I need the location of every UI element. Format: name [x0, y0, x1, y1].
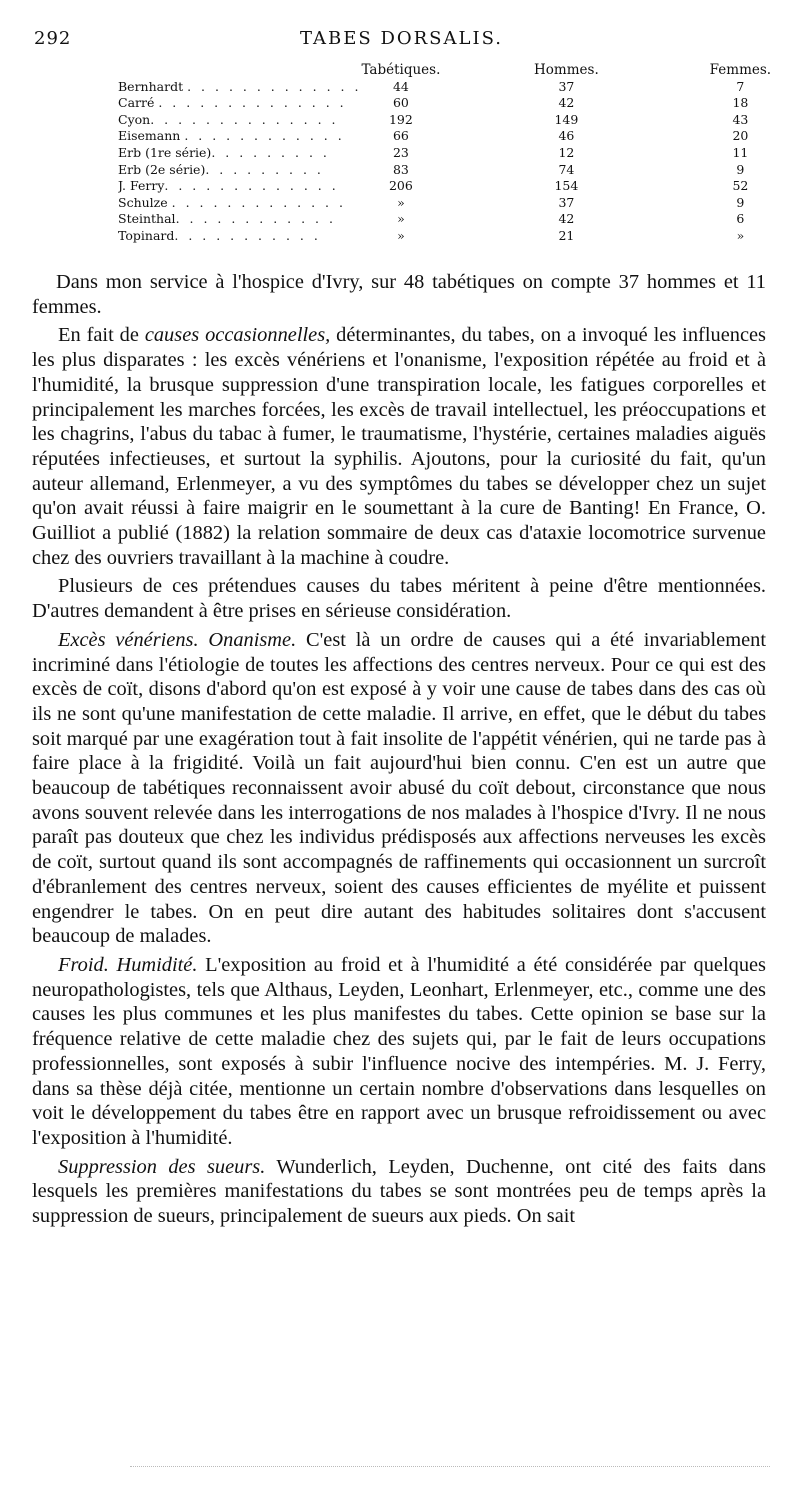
- author-name: J. Ferry: [118, 178, 165, 194]
- author-name: Topinard: [118, 227, 175, 243]
- paragraph-text: Wunderlich, Leyden, Duchenne, ont cité des faits dans lesquels les premières manifestations du tabes se sont montrées peu de temps après la suppression de sueurs, principalement de sueurs aux pieds. On sait: [32, 1155, 766, 1228]
- table-header-row: [118, 62, 788, 79]
- author-cell: Erb (2e série). . . . . . . . .: [118, 161, 324, 177]
- author-cell: Schulze . . . . . . . . . . . . .: [118, 194, 346, 210]
- paragraph-pretended-causes: Plusieurs de ces prétendues causes du tabes méritent à peine d'être mentionnées. D'autres demandent à être prises en sérieuse considération.: [32, 575, 766, 623]
- paragraph-ivry-statistics: Dans mon service à l'hospice d'Ivry, sur 48 tabétiques on compte 37 hommes et 11 femmes.: [32, 271, 766, 318]
- paragraph-text: C'est là un ordre de causes qui a été invariablement incriminé dans l'étiologie de toutes les affections des centres nerveux. Pour ce qui est des excès de coït, disons d'abord qu'on est exposé à y voir une cause de tabes dans des cas où ils ne sont qu'une manifestation de cette maladie. Il arrive, en effet, que le début du tabes soit marqué par une exagération tout à fait insolite de l'appétit vénérien, qui ne tarde pas à faire place à la frigidité. Voilà un fait aujourd'hui bien connu. C'en est un autre que beaucoup de tabétiques reconnaissent avoir abusé du coït debout, circonstance que nous avons souvent relevée dans les interrogations de nos malades à l'hospice d'Ivry. Il ne nous paraît pas douteux que chez les individus prédisposés aux affections nerveuses les excès de coït, surtout quand ils sont accompagnés de raffinements qui occasionnent un surcroît d'ébranlement des centres nerveux, soient des causes efficientes de myélite et puissent engendrer le tabes. On en peut dire autant des habitudes solitaires dont s'accusent beaucoup de malades.: [32, 628, 766, 948]
- paragraph-venereal-excess: [32, 628, 766, 949]
- author-cell: Topinard. . . . . . . . . . .: [118, 227, 321, 243]
- hommes-cell: 74: [558, 161, 575, 177]
- femmes-cell: 20: [732, 128, 749, 144]
- section-heading-italic: Suppression des sueurs.: [58, 1155, 266, 1178]
- author-cell: Bernhardt . . . . . . . . . . . . .: [118, 78, 362, 94]
- author-name: Carré: [118, 95, 155, 111]
- tabetiques-cell: »: [397, 211, 405, 227]
- body-text: [32, 270, 766, 1229]
- hommes-cell: 46: [558, 128, 575, 144]
- paragraph-text: déterminantes, du tabes, on a invoqué les influences les plus disparates : les excès vénériens et l'onanisme, l'exposition répétée au froid et à l'humidité, la brusque suppression d'une transpiration locale, les fatigues corporelles et principalement les marches forcées, les excès de travail intellectuel, les préoccupations et les chagrins, l'abus du tabac à fumer, le traumatisme, l'hystérie, certaines maladies aiguës réputées infectieuses, et surtout la syphilis. Ajoutons, pour la curiosité du fait, qu'un auteur allemand, Erlenmeyer, a vu des symptômes du tabes se développer chez un sujet qu'on avait réussi à faire maigrir en le soumettant à la cure de Banting! En France, O. Guilliot a publié (1882) la relation sommaire de deux cas d'ataxie locomotrice survenue chez des ouvriers travaillant à la machine à coudre.: [32, 324, 766, 569]
- author-name: Cyon: [118, 111, 151, 127]
- paragraph-cold-humidity: [32, 953, 766, 1151]
- author-name: Eisemann: [118, 128, 181, 144]
- author-cell: Eisemann . . . . . . . . . . . .: [118, 128, 345, 144]
- paragraph-occasional-causes: [32, 323, 766, 570]
- table-row: [118, 178, 788, 195]
- table-row: [118, 211, 788, 228]
- hommes-cell: 42: [558, 95, 575, 111]
- author-name: Steinthal: [118, 211, 176, 227]
- tabetiques-cell: 60: [392, 95, 409, 111]
- column-header-hommes: Hommes.: [534, 62, 599, 78]
- table-row: [118, 228, 788, 245]
- hommes-cell: 12: [558, 144, 575, 160]
- paragraph-text: En fait de: [58, 324, 145, 347]
- hommes-cell: 154: [554, 178, 579, 194]
- table-row: [118, 195, 788, 212]
- hommes-cell: 37: [558, 194, 575, 210]
- tabetiques-cell: 83: [392, 161, 409, 177]
- author-cell: Erb (1re série). . . . . . . . .: [118, 144, 330, 160]
- femmes-cell: 9: [736, 194, 745, 210]
- femmes-cell: 43: [732, 111, 749, 127]
- author-name: Bernhardt: [118, 78, 184, 94]
- tabetiques-cell: 44: [392, 78, 409, 94]
- tabetiques-cell: 192: [388, 111, 413, 127]
- tabetiques-cell: 23: [392, 144, 409, 160]
- author-cell: J. Ferry. . . . . . . . . . . . .: [118, 178, 339, 194]
- hommes-cell: 42: [558, 211, 575, 227]
- paragraph-text: L'exposition au froid et à l'humidité a été considérée par quelques neuropathologistes, tels que Althaus, Leyden, Leonhart, Erlenmeyer, etc., comme une des causes les plus communes et les plus manifestes du tabes. Cette opinion se base sur la fréquence relative de cette maladie chez des sujets qui, par le fait de leurs occupations professionnelles, sont exposés à subir l'influence nocive des intempéries. M. J. Ferry, dans sa thèse déjà citée, mentionne un certain nombre d'observations dans lesquelles on voit le développement du tabes être en rapport avec un brusque refroidissement ou avec l'exposition à l'humidité.: [32, 953, 766, 1149]
- running-title: TABES DORSALIS.: [300, 28, 503, 49]
- author-cell: Steinthal. . . . . . . . . . . .: [118, 211, 336, 227]
- section-heading-italic: Froid. Humidité.: [58, 953, 198, 976]
- table-row: [118, 162, 788, 179]
- table-row: [118, 112, 788, 129]
- author-cell: Cyon. . . . . . . . . . . . . .: [118, 111, 339, 127]
- author-name: Erb (1re série): [118, 144, 212, 160]
- column-header-tabetiques: Tabétiques.: [361, 62, 441, 78]
- section-heading-italic: Excès vénériens. Onanisme.: [58, 628, 297, 651]
- column-header-femmes: Femmes.: [709, 62, 772, 78]
- author-name: Erb (2e série): [118, 161, 206, 177]
- author-cell: Carré . . . . . . . . . . . . . .: [118, 95, 347, 111]
- femmes-cell: 9: [736, 161, 745, 177]
- femmes-cell: »: [736, 227, 745, 243]
- femmes-cell: 52: [732, 178, 749, 194]
- statistics-table: [118, 62, 788, 245]
- femmes-cell: 18: [732, 95, 749, 111]
- header-name-cell: [118, 62, 361, 79]
- page-number: 292: [34, 28, 72, 49]
- hommes-cell: 21: [558, 227, 575, 243]
- hommes-cell: 37: [558, 78, 575, 94]
- table-row: [118, 95, 788, 112]
- femmes-cell: 11: [732, 144, 749, 160]
- table-row: [118, 145, 788, 162]
- table-row: [118, 79, 788, 96]
- paragraph-sweat-suppression: [32, 1155, 766, 1229]
- femmes-cell: 7: [736, 78, 745, 94]
- hommes-cell: 149: [554, 111, 579, 127]
- tabetiques-cell: »: [397, 227, 405, 243]
- author-name: Schulze: [118, 194, 168, 210]
- tabetiques-cell: »: [397, 194, 405, 210]
- tabetiques-cell: 66: [392, 128, 409, 144]
- table-row: [118, 128, 788, 145]
- bottom-scan-artifact: [130, 1466, 770, 1469]
- tabetiques-cell: 206: [388, 178, 413, 194]
- femmes-cell: 6: [736, 211, 745, 227]
- italic-phrase: causes occasionnelles,: [144, 324, 331, 347]
